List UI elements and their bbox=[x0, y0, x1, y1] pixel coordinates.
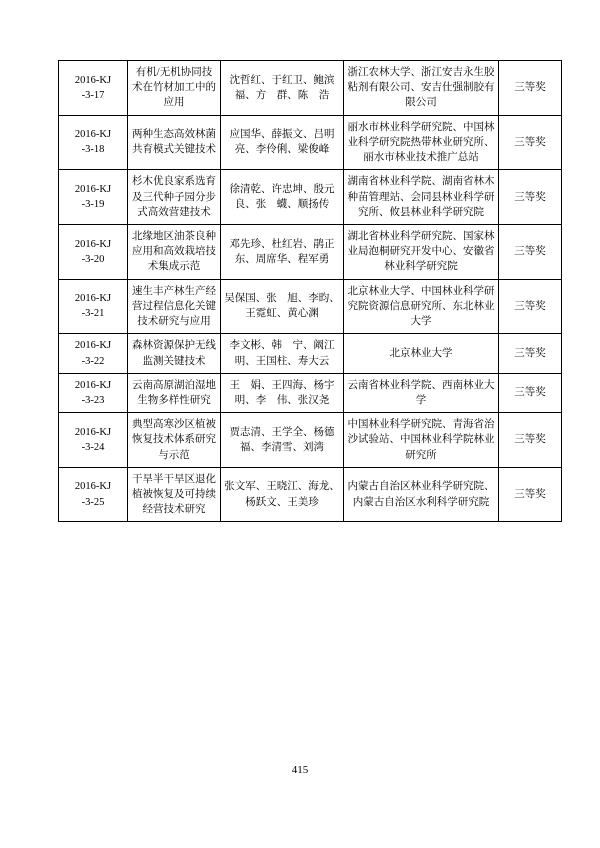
row-org-cell: 浙江农林大学、浙江安吉永生胶粘剂有限公司、安吉仕强制胶有限公司 bbox=[344, 61, 499, 116]
row-level-cell: 三等奖 bbox=[499, 413, 562, 468]
row-org-cell: 内蒙古自治区林业科学研究院、内蒙古自治区水利科学研究院 bbox=[344, 467, 499, 522]
row-people-cell: 沈哲红、于红卫、鲍滨福、方 群、陈 浩 bbox=[221, 61, 344, 116]
code-line-1: 2016-KJ bbox=[74, 129, 112, 141]
row-people-cell: 王 娟、王四海、杨宇明、李 伟、张汉尧 bbox=[221, 373, 344, 412]
table-row bbox=[59, 170, 562, 225]
row-org-cell: 云南省林业科学院、西南林业大学 bbox=[344, 373, 499, 412]
table-body bbox=[59, 61, 562, 522]
row-people-cell: 张文军、王晓江、海龙、杨跃文、王美珍 bbox=[221, 467, 344, 522]
row-code-cell bbox=[59, 279, 128, 334]
row-title-cell: 北缘地区油茶良种应用和高效栽培技术集成示范 bbox=[128, 224, 221, 279]
code-line-2: -3-25 bbox=[81, 496, 105, 508]
row-people-cell: 吴保国、张 旭、李昀、王霓虹、黄心渊 bbox=[221, 279, 344, 334]
table-row bbox=[59, 115, 562, 170]
row-code-cell bbox=[59, 413, 128, 468]
row-code-cell bbox=[59, 373, 128, 412]
row-title-cell: 森林资源保护无线监测关键技术 bbox=[128, 334, 221, 373]
row-level-cell: 三等奖 bbox=[499, 467, 562, 522]
table-row bbox=[59, 467, 562, 522]
table-row bbox=[59, 279, 562, 334]
row-level-cell: 三等奖 bbox=[499, 61, 562, 116]
row-title-cell: 云南高原湖泊湿地生物多样性研究 bbox=[128, 373, 221, 412]
row-title-cell: 杉木优良家系选育及三代种子园分步式高效营建技术 bbox=[128, 170, 221, 225]
row-level-cell: 三等奖 bbox=[499, 279, 562, 334]
row-level-cell: 三等奖 bbox=[499, 170, 562, 225]
code-line-1: 2016-KJ bbox=[74, 74, 112, 86]
code-line-1: 2016-KJ bbox=[74, 293, 112, 305]
code-line-2: -3-19 bbox=[81, 199, 105, 211]
row-people-cell: 邓先珍、杜红岩、鹃正东、周席华、程军勇 bbox=[221, 224, 344, 279]
row-title-cell: 有机/无机协同技术在竹材加工中的应用 bbox=[128, 61, 221, 116]
row-code-cell bbox=[59, 334, 128, 373]
row-level-cell: 三等奖 bbox=[499, 224, 562, 279]
code-line-2: -3-22 bbox=[81, 355, 105, 367]
code-line-2: -3-17 bbox=[81, 89, 105, 101]
row-title-cell: 干旱半干旱区退化植被恢复及可持续经营技术研究 bbox=[128, 467, 221, 522]
row-title-cell: 典型高寒沙区植被恢复技术体系研究与示范 bbox=[128, 413, 221, 468]
row-org-cell: 湖北省林业科学研究院、国家林业局泡桐研究开发中心、安徽省林业科学研究院 bbox=[344, 224, 499, 279]
row-code-cell bbox=[59, 115, 128, 170]
row-people-cell: 徐清乾、许忠坤、殷元良、张 蠛、顺扬传 bbox=[221, 170, 344, 225]
code-line-2: -3-20 bbox=[81, 253, 105, 265]
row-org-cell: 北京林业大学、中国林业科学研究院资源信息研究所、东北林业大学 bbox=[344, 279, 499, 334]
code-line-2: -3-21 bbox=[81, 308, 105, 320]
code-line-1: 2016-KJ bbox=[74, 379, 112, 391]
row-org-cell: 丽水市林业科学研究院、中国林业科学研究院热带林业研究所、丽水市林业技术推广总站 bbox=[344, 115, 499, 170]
row-level-cell: 三等奖 bbox=[499, 115, 562, 170]
table-row bbox=[59, 373, 562, 412]
row-org-cell: 北京林业大学 bbox=[344, 334, 499, 373]
table-row bbox=[59, 413, 562, 468]
page-number: 415 bbox=[291, 764, 309, 776]
code-line-2: -3-23 bbox=[81, 394, 105, 406]
row-org-cell: 中国林业科学研究院、青海省治沙试验站、中国林业科学院林业研究所 bbox=[344, 413, 499, 468]
row-code-cell bbox=[59, 224, 128, 279]
row-level-cell: 三等奖 bbox=[499, 373, 562, 412]
row-code-cell bbox=[59, 61, 128, 116]
code-line-1: 2016-KJ bbox=[74, 340, 112, 352]
code-line-2: -3-18 bbox=[81, 144, 105, 156]
code-line-1: 2016-KJ bbox=[74, 426, 112, 438]
row-code-cell bbox=[59, 170, 128, 225]
row-code-cell bbox=[59, 467, 128, 522]
table-row bbox=[59, 334, 562, 373]
table-row bbox=[59, 224, 562, 279]
code-line-1: 2016-KJ bbox=[74, 183, 112, 195]
code-line-2: -3-24 bbox=[81, 441, 105, 453]
table-row bbox=[59, 61, 562, 116]
row-people-cell: 李文彬、韩 宁、阚江明、王国柱、寿大云 bbox=[221, 334, 344, 373]
row-people-cell: 应国华、薛振文、吕明亮、李伶俐、梁俊峰 bbox=[221, 115, 344, 170]
row-level-cell: 三等奖 bbox=[499, 334, 562, 373]
row-people-cell: 贾志清、王学全、杨德福、李清雪、刘湾 bbox=[221, 413, 344, 468]
row-org-cell: 湖南省林业科学院、湖南省林木种苗管理站、会同县林业科学研究所、攸县林业科学研究院 bbox=[344, 170, 499, 225]
code-line-1: 2016-KJ bbox=[74, 238, 112, 250]
row-title-cell: 速生丰产林生产经营过程信息化关键技术研究与应用 bbox=[128, 279, 221, 334]
row-title-cell: 两种生态高效林菌共育模式关键技术 bbox=[128, 115, 221, 170]
award-list-table bbox=[58, 60, 562, 522]
code-line-1: 2016-KJ bbox=[74, 481, 112, 493]
